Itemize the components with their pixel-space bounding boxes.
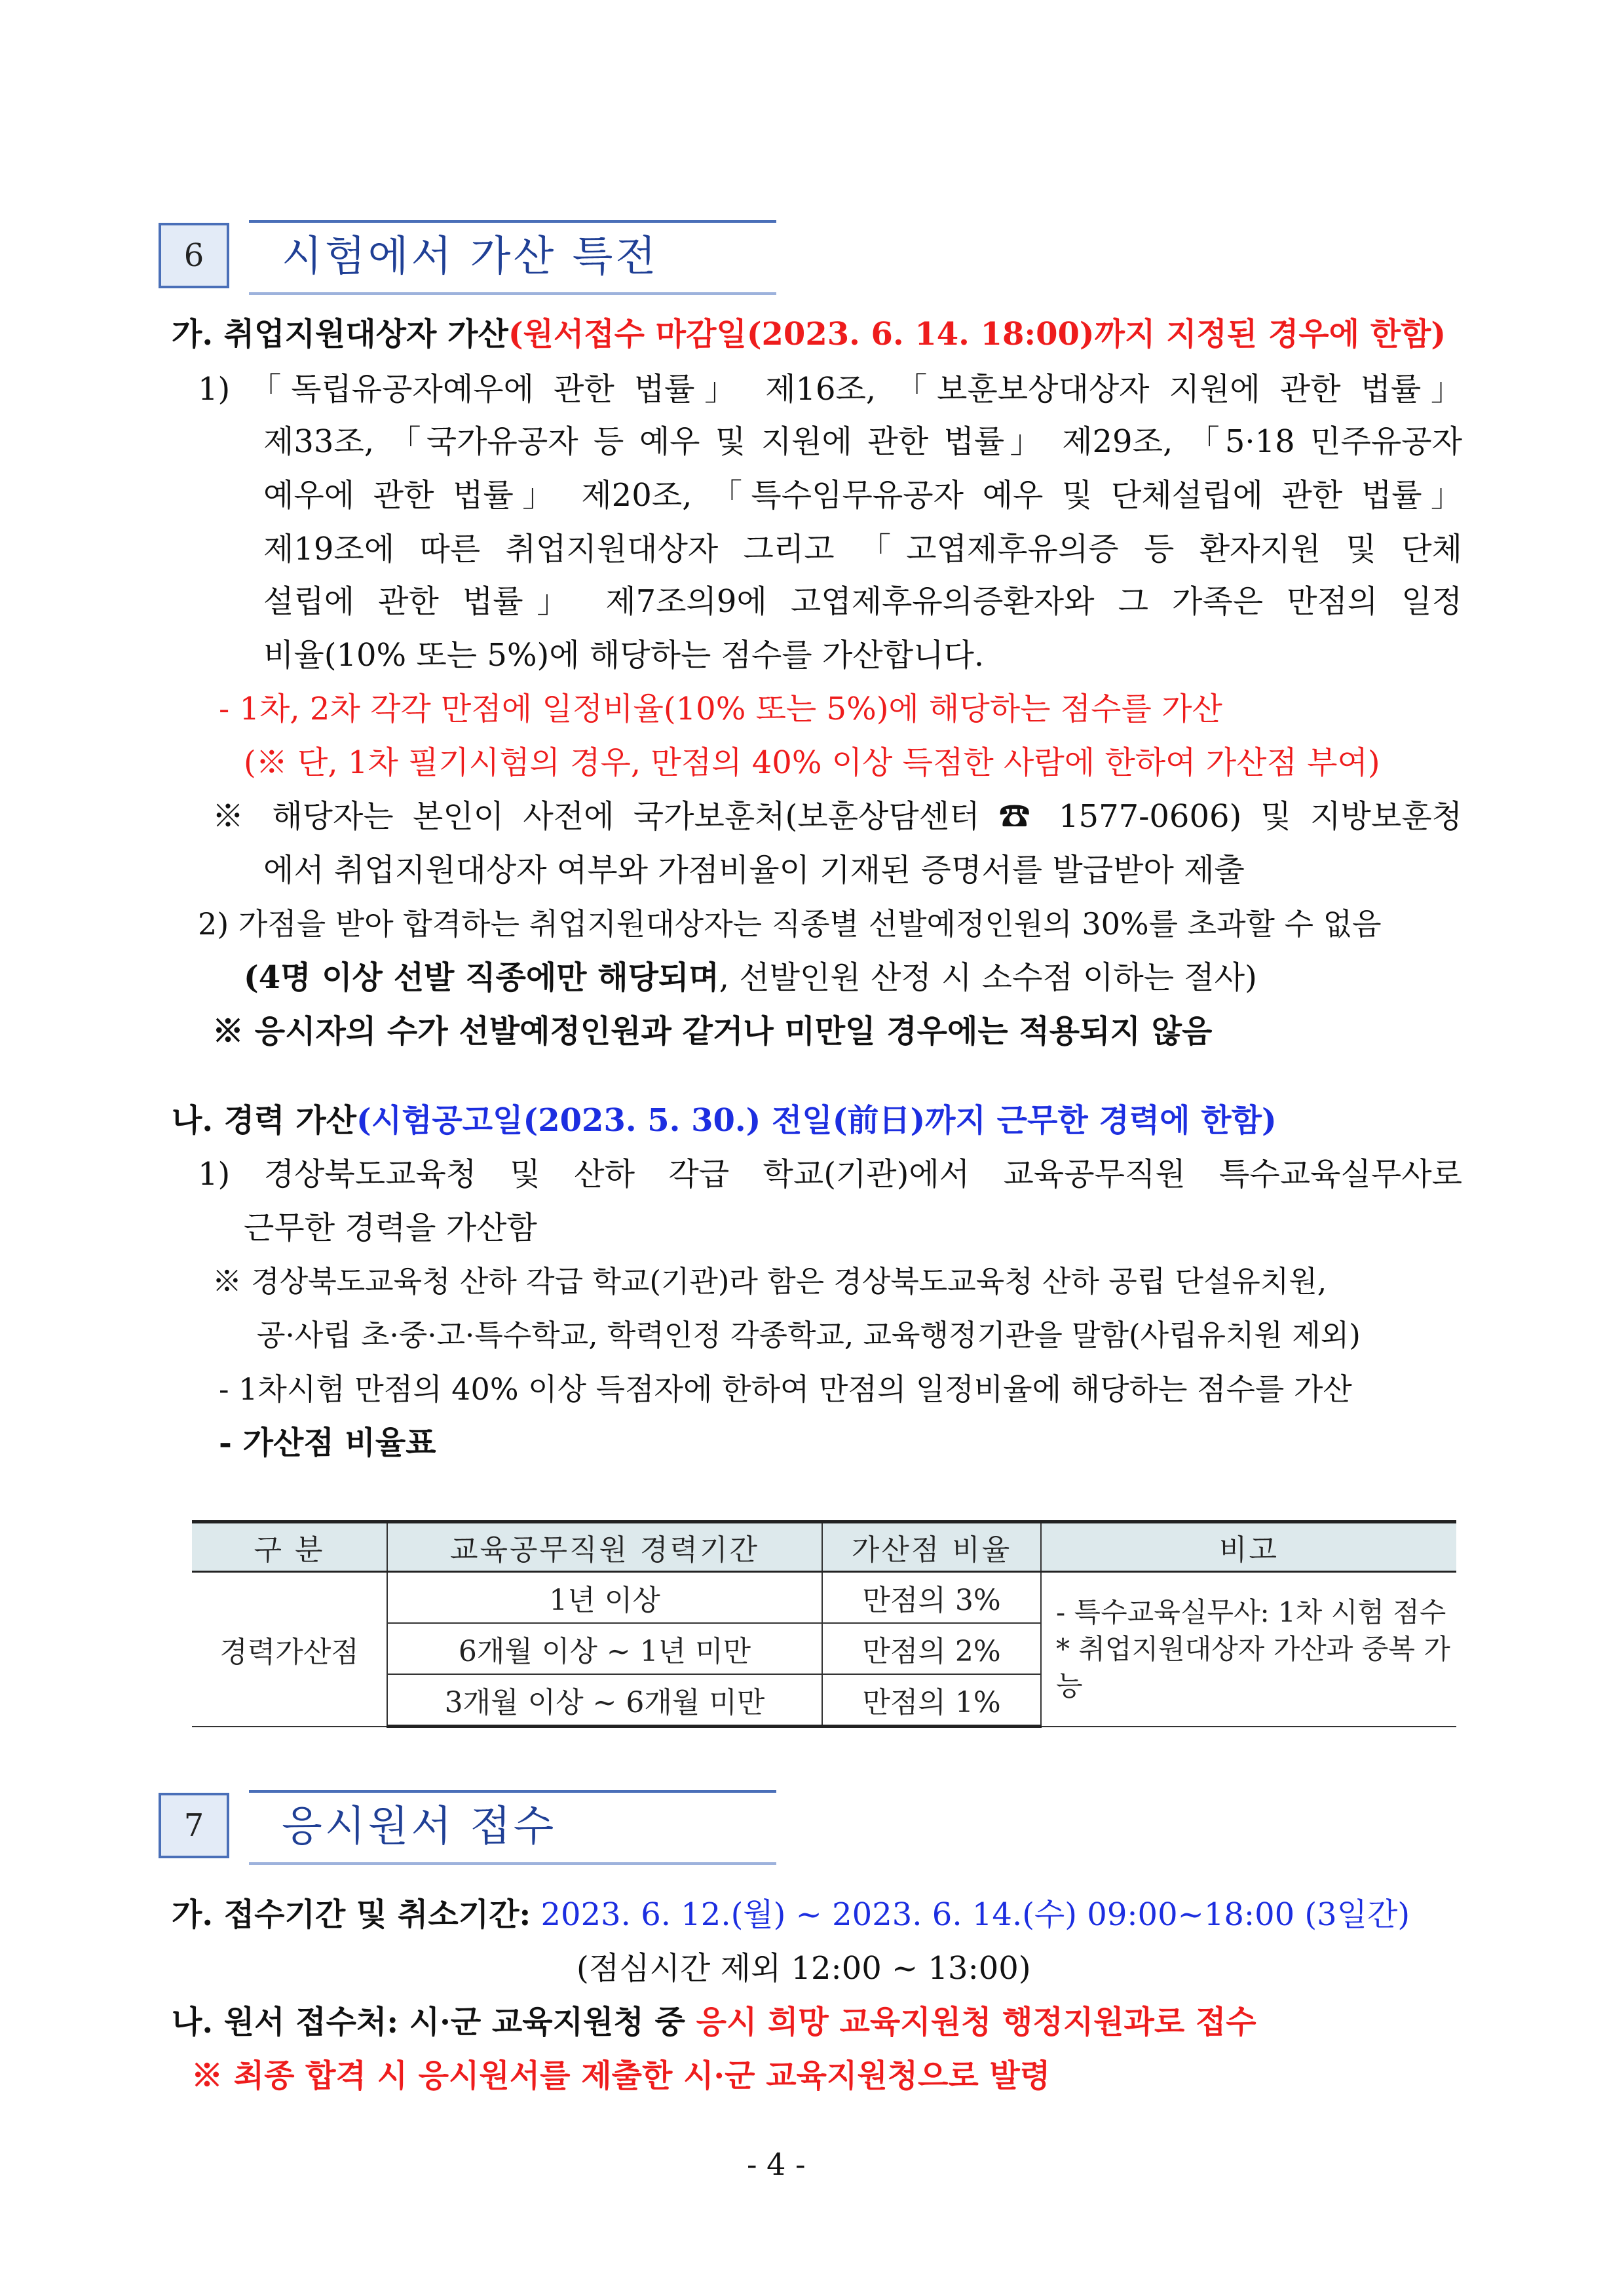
na-dash2: - 가산점 비율표 xyxy=(219,1425,436,1461)
na-item1-line1: 1) 경상북도교육청 및 산하 각급 학교(기관)에서 교육공무직원 특수교육실무사로 xyxy=(198,1156,1462,1193)
subheading-ga xyxy=(172,315,1446,354)
section-number: 6 xyxy=(183,237,204,274)
ga-item1-line3: 예우에 관한 법률」 제20조, 「특수임무유공자 예우 및 단체설립에 관한 법률」 xyxy=(263,477,1462,514)
s7-na-red: 응시 희망 교육지원청 행정지원과로 접수 xyxy=(696,2004,1256,2040)
table-header-rate: 가산점 비율 xyxy=(822,1522,1041,1572)
ga-notice2: ※ 응시자의 수가 선발예정인원과 같거나 미만일 경우에는 적용되지 않음 xyxy=(212,1013,1213,1050)
ga-item1-line4: 제19조에 따른 취업지원대상자 그리고 「고엽제후유의증 등 환자지원 및 단체 xyxy=(263,531,1462,567)
ga-item2-line2 xyxy=(244,958,1257,997)
subheading-na-note: (시험공고일(2023. 5. 30.) 전일(前日)까지 근무한 경력에 한함) xyxy=(356,1102,1277,1139)
table-rate-cell: 만점의 3% xyxy=(822,1572,1041,1624)
table-period-cell: 1년 이상 xyxy=(387,1572,822,1624)
subheading-ga-label: 가. 취업지원대상자 가산 xyxy=(172,316,508,353)
ga-item1-line6: 비율(10% 또는 5%)에 해당하는 점수를 가산합니다. xyxy=(263,637,985,674)
ga-notice-line2: 에서 취업지원대상자 여부와 가점비율이 기재된 증명서를 발급받아 제출 xyxy=(263,852,1245,889)
table-header-category: 구 분 xyxy=(192,1522,387,1572)
page-number: - 4 - xyxy=(747,2147,806,2182)
ga-item1-line5: 설립에 관한 법률」 제7조의9에 고엽제후유의증환자와 그 가족은 만점의 일정 xyxy=(263,583,1462,620)
s7-ga xyxy=(172,1895,1410,1934)
table-header-row xyxy=(192,1522,1456,1572)
table-header-note: 비고 xyxy=(1041,1522,1456,1572)
ga-item2-bold: (4명 이상 선발 직종에만 해당되며 xyxy=(244,959,719,996)
table-period-cell: 3개월 이상 ~ 6개월 미만 xyxy=(387,1674,822,1727)
section-number-box xyxy=(159,223,229,288)
s7-ga-label: 가. 접수기간 및 취소기간: xyxy=(172,1896,531,1933)
na-notice-line2: 공·사립 초·중·고·특수학교, 학력인정 각종학교, 교육행정기관을 말함(사립유치원 제외) xyxy=(257,1318,1361,1352)
subheading-ga-note: (원서접수 마감일(2023. 6. 14. 18:00)까지 지정된 경우에 한함) xyxy=(508,316,1446,353)
s7-ga-period: 2023. 6. 12.(월) ~ 2023. 6. 14.(수) 09:00~18:00 (3일간) xyxy=(540,1896,1410,1933)
ga-item1-line1: 1) 「독립유공자예우에 관한 법률」 제16조, 「보훈보상대상자 지원에 관한 법률」 xyxy=(198,371,1462,408)
table-rate-cell: 만점의 2% xyxy=(822,1623,1041,1674)
ga-item2-line1: 2) 가점을 받아 합격하는 취업지원대상자는 직종별 선발예정인원의 30%를 초과할 수 없음 xyxy=(198,906,1382,942)
table-note-line2: * 취업지원대상자 가산과 중복 가능 xyxy=(1056,1632,1450,1702)
na-item1-line2: 근무한 경력을 가산함 xyxy=(244,1210,537,1246)
ga-dash1-note: (※ 단, 1차 필기시험의 경우, 만점의 40% 이상 득점한 사람에 한하여 가산점 부여) xyxy=(244,744,1380,781)
na-dash1: - 1차시험 만점의 40% 이상 득점자에 한하여 만점의 일정비율에 해당하는 점수를 가산 xyxy=(219,1371,1352,1407)
table-row xyxy=(192,1572,1456,1624)
table-header-period: 교육공무직원 경력기간 xyxy=(387,1522,822,1572)
section-title: 시험에서 가산 특전 xyxy=(282,233,659,281)
s7-notice: ※ 최종 합격 시 응시원서를 제출한 시·군 교육지원청으로 발령 xyxy=(191,2057,1051,2094)
table-rate-cell: 만점의 1% xyxy=(822,1674,1041,1727)
section-number-box xyxy=(159,1793,229,1858)
table-note-line1: - 특수교육실무사: 1차 시험 점수 xyxy=(1056,1596,1446,1628)
ga-dash1: - 1차, 2차 각각 만점에 일정비율(10% 또는 5%)에 해당하는 점수를 가산 xyxy=(219,691,1222,727)
subheading-na-label: 나. 경력 가산 xyxy=(172,1102,356,1139)
section-title-bottom-rule xyxy=(249,1862,776,1865)
s7-na-label: 나. 원서 접수처: 시·군 교육지원청 중 xyxy=(172,2004,685,2040)
bonus-rate-table xyxy=(192,1520,1456,1728)
s7-na xyxy=(172,2002,1256,2042)
na-notice-line1: ※ 경상북도교육청 산하 각급 학교(기관)라 함은 경상북도교육청 산하 공립 단설유치원, xyxy=(212,1264,1327,1299)
table-note-cell xyxy=(1041,1572,1456,1727)
section-title: 응시원서 접수 xyxy=(282,1803,557,1851)
section-title-bottom-rule xyxy=(249,292,776,295)
ga-item2-rest: , 선발인원 산정 시 소수점 이하는 절사) xyxy=(719,959,1257,996)
table-category-cell: 경력가산점 xyxy=(192,1572,387,1727)
ga-item1-line2: 제33조, 「국가유공자 등 예우 및 지원에 관한 법률」 제29조, 「5·18 민주유공자 xyxy=(263,423,1462,460)
section-number: 7 xyxy=(183,1807,204,1844)
s7-ga-lunch: (점심시간 제외 12:00 ~ 13:00) xyxy=(576,1950,1031,1987)
subheading-na xyxy=(172,1101,1277,1140)
ga-notice-line1: ※ 해당자는 본인이 사전에 국가보훈처(보훈상담센터 ☎ 1577-0606) 및 지방보훈청 xyxy=(212,798,1462,835)
table-period-cell: 6개월 이상 ~ 1년 미만 xyxy=(387,1623,822,1674)
